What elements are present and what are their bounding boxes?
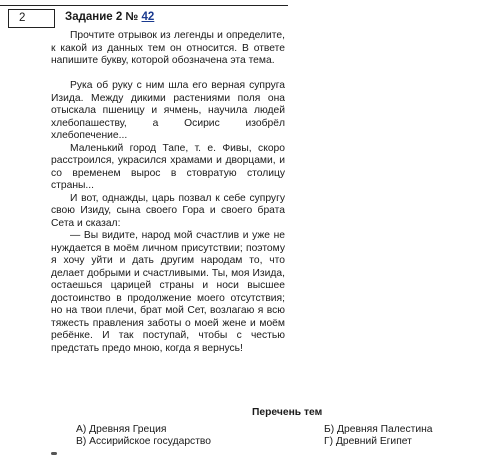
task-link[interactable]: 42 [141,11,155,23]
legend-paragraph: — Вы видите, народ мой счастлив и уже не нуждается в моём личном присутствии; поэтому я хочу уйти и дать другим народам то, что делает добрыми и счастливыми. Ты, моя Изида, остаешься царицей страны и носи высшее достоинство в продолжение моего отсутствия; но на твои плечи, брат мой Сет, возлагаю я всю тяжесть правления заботы о моей жене и моём ребёнке. И так поступай, чтобы с честью предстать предо мною, когда я вернусь! [51,230,285,354]
task-title: Задание 2 № [65,11,139,23]
legend-paragraph: Маленький город Тапе, т. е. Фивы, скоро расстроился, украсился храмами и дворцами, и со временем вырос в стовратую столицу страны... [51,142,285,191]
task-header [65,11,154,23]
legend-paragraph: И вот, однажды, царь позвал к себе супругу свою Изиду, сына своего Гора и своего брата Сета и сказал: [51,192,285,229]
option-b: Б) Древняя Палестина [324,424,433,435]
task-text [51,30,285,355]
top-divider [0,5,288,6]
task-number-box [8,9,55,28]
instruction-paragraph: Прочтите отрывок из легенды и определите, к какой из данных тем он относится. В ответе напишите букву, которой обозначена эта тема. [51,30,285,66]
topic-list-title: Перечень тем [252,407,323,418]
task-number: 2 [19,12,26,24]
legend-paragraph: Рука об руку с ним шла его верная супруга Изида. Между дикими растениями поля она отыскала пшеницу и ячмень, научила людей хлебопашеству, а Осирис изобрёл хлебопечение... [51,80,285,141]
option-g: Г) Древний Египет [324,436,412,447]
option-v: В) Ассирийское государство [76,436,212,447]
option-a: А) Древняя Греция [76,424,167,435]
